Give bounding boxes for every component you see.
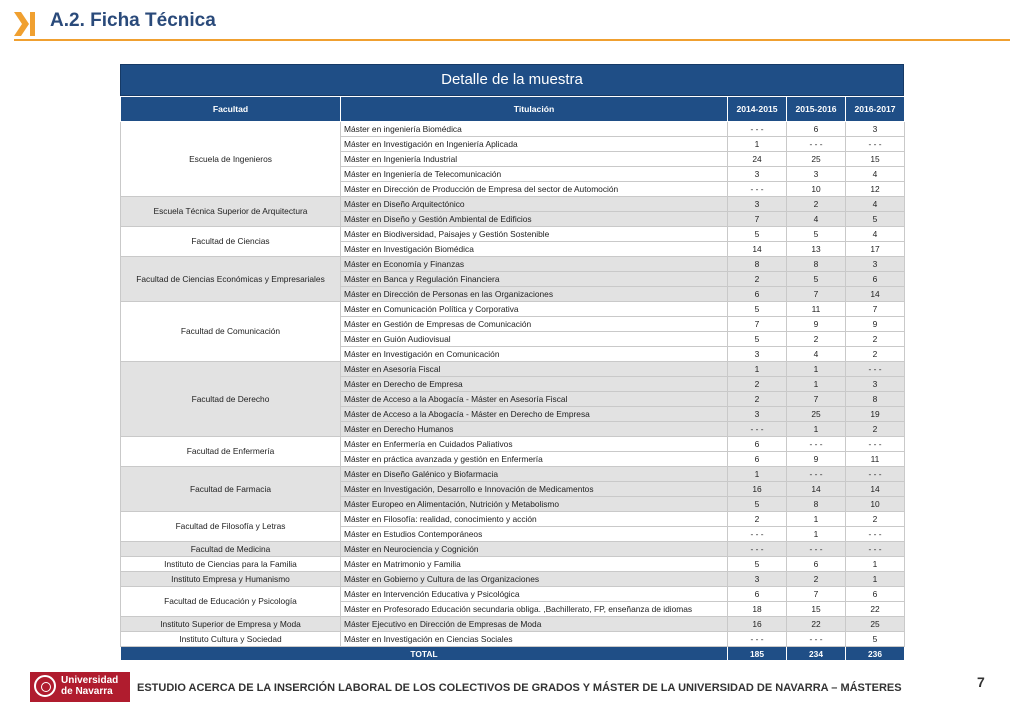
table-body [121,122,905,661]
value-cell: - - - [728,542,787,557]
value-cell: 4 [846,227,905,242]
table-row [121,302,905,317]
header-divider [14,39,1010,41]
value-cell: 3 [846,377,905,392]
value-cell: 5 [728,227,787,242]
table-row [121,467,905,482]
value-cell: 17 [846,242,905,257]
value-cell: 2 [728,392,787,407]
table-row [121,617,905,632]
value-cell: 14 [846,482,905,497]
titulacion-cell: Máster en Diseño y Gestión Ambiental de Edificios [341,212,728,227]
titulacion-cell: Máster Europeo en Alimentación, Nutrición y Metabolismo [341,497,728,512]
chevron-right-icon [14,12,36,36]
titulacion-cell: Máster en Ingeniería Industrial [341,152,728,167]
titulacion-cell: Máster en Guión Audiovisual [341,332,728,347]
logo-line-1: Universidad [61,675,119,686]
facultad-cell: Facultad de Ciencias [121,227,341,257]
footer-study-title: ESTUDIO ACERCA DE LA INSERCIÓN LABORAL DE LOS COLECTIVOS DE GRADOS Y MÁSTER DE LA UNIVERSIDAD DE NAVARRA – MÁSTERES [137,682,902,694]
value-cell: 18 [728,602,787,617]
facultad-cell: Instituto Cultura y Sociedad [121,632,341,647]
titulacion-cell: Máster en Diseño Galénico y Biofarmacia [341,467,728,482]
value-cell: 5 [728,302,787,317]
total-label: TOTAL [121,647,728,661]
value-cell: 25 [787,152,846,167]
value-cell: - - - [787,542,846,557]
value-cell: 2 [787,572,846,587]
titulacion-cell: Máster Ejecutivo en Dirección de Empresas de Moda [341,617,728,632]
value-cell: 5 [787,227,846,242]
value-cell: 7 [846,302,905,317]
value-cell: - - - [728,632,787,647]
value-cell: 4 [846,197,905,212]
titulacion-cell: Máster en Derecho Humanos [341,422,728,437]
value-cell: 7 [728,212,787,227]
value-cell: - - - [846,437,905,452]
value-cell: 1 [787,527,846,542]
titulacion-cell: Máster en Dirección de Personas en las Organizaciones [341,287,728,302]
value-cell: 11 [787,302,846,317]
value-cell: 2 [787,332,846,347]
table-title: Detalle de la muestra [120,64,904,96]
titulacion-cell: Máster en ingeniería Biomédica [341,122,728,137]
titulacion-cell: Máster en Investigación Biomédica [341,242,728,257]
total-value: 236 [846,647,905,661]
column-header: 2016-2017 [846,97,905,122]
total-value: 185 [728,647,787,661]
value-cell: 7 [787,587,846,602]
titulacion-cell: Máster en Biodiversidad, Paisajes y Gestión Sostenible [341,227,728,242]
facultad-cell: Facultad de Comunicación [121,302,341,362]
value-cell: 3 [728,167,787,182]
value-cell: 6 [728,437,787,452]
facultad-cell: Facultad de Medicina [121,542,341,557]
value-cell: 22 [787,617,846,632]
titulacion-cell: Máster en Economía y Finanzas [341,257,728,272]
titulacion-cell: Máster en Investigación en Comunicación [341,347,728,362]
value-cell: - - - [787,437,846,452]
value-cell: 2 [846,347,905,362]
value-cell: 1 [846,557,905,572]
value-cell: 2 [846,422,905,437]
value-cell: 14 [728,242,787,257]
value-cell: 7 [787,287,846,302]
table-row [121,572,905,587]
table-row [121,437,905,452]
titulacion-cell: Máster en Derecho de Empresa [341,377,728,392]
sample-detail-table [120,96,905,661]
table-row [121,122,905,137]
titulacion-cell: Máster en Estudios Contemporáneos [341,527,728,542]
value-cell: 3 [728,347,787,362]
titulacion-cell: Máster en Diseño Arquitectónico [341,197,728,212]
total-row [121,647,905,661]
table-row [121,587,905,602]
value-cell: 8 [728,257,787,272]
value-cell: 1 [787,362,846,377]
value-cell: 3 [787,167,846,182]
value-cell: 10 [787,182,846,197]
value-cell: 8 [787,497,846,512]
table-row [121,227,905,242]
value-cell: - - - [846,362,905,377]
value-cell: 6 [728,287,787,302]
table-header-row [121,97,905,122]
value-cell: 1 [787,422,846,437]
value-cell: 1 [787,377,846,392]
value-cell: 25 [787,407,846,422]
titulacion-cell: Máster en Profesorado Educación secundaria obliga. ,Bachillerato, FP, enseñanza de idiomas [341,602,728,617]
value-cell: - - - [787,137,846,152]
value-cell: 15 [787,602,846,617]
sample-table [120,64,904,661]
value-cell: 9 [846,317,905,332]
column-header: Facultad [121,97,341,122]
value-cell: 1 [787,512,846,527]
value-cell: 2 [846,512,905,527]
value-cell: 25 [846,617,905,632]
value-cell: 3 [846,122,905,137]
value-cell: 3 [728,197,787,212]
value-cell: 8 [846,392,905,407]
value-cell: - - - [728,122,787,137]
value-cell: 5 [728,497,787,512]
column-header: 2014-2015 [728,97,787,122]
value-cell: 6 [728,452,787,467]
titulacion-cell: Máster en Neurociencia y Cognición [341,542,728,557]
titulacion-cell: Máster de Acceso a la Abogacía - Máster en Asesoría Fiscal [341,392,728,407]
value-cell: 16 [728,617,787,632]
value-cell: - - - [728,422,787,437]
value-cell: 6 [728,587,787,602]
value-cell: 3 [846,257,905,272]
facultad-cell: Facultad de Ciencias Económicas y Empresariales [121,257,341,302]
value-cell: 12 [846,182,905,197]
facultad-cell: Instituto de Ciencias para la Familia [121,557,341,572]
table-row [121,257,905,272]
value-cell: 5 [728,332,787,347]
titulacion-cell: Máster en Comunicación Política y Corporativa [341,302,728,317]
value-cell: - - - [846,527,905,542]
table-row [121,512,905,527]
value-cell: 4 [787,347,846,362]
titulacion-cell: Máster en Banca y Regulación Financiera [341,272,728,287]
facultad-cell: Escuela Técnica Superior de Arquitectura [121,197,341,227]
value-cell: 6 [846,272,905,287]
titulacion-cell: Máster en Intervención Educativa y Psicológica [341,587,728,602]
value-cell: 10 [846,497,905,512]
table-row [121,542,905,557]
value-cell: 16 [728,482,787,497]
value-cell: 5 [846,632,905,647]
value-cell: - - - [728,182,787,197]
value-cell: 1 [728,467,787,482]
value-cell: 2 [787,197,846,212]
facultad-cell: Facultad de Educación y Psicología [121,587,341,617]
table-row [121,557,905,572]
value-cell: 4 [787,212,846,227]
titulacion-cell: Máster en Ingeniería de Telecomunicación [341,167,728,182]
titulacion-cell: Máster en Filosofía: realidad, conocimiento y acción [341,512,728,527]
value-cell: 5 [787,272,846,287]
titulacion-cell: Máster en Dirección de Producción de Empresa del sector de Automoción [341,182,728,197]
total-value: 234 [787,647,846,661]
titulacion-cell: Máster de Acceso a la Abogacía - Máster en Derecho de Empresa [341,407,728,422]
titulacion-cell: Máster en Gobierno y Cultura de las Organizaciones [341,572,728,587]
value-cell: 4 [846,167,905,182]
university-seal-icon [34,675,56,697]
value-cell: 1 [728,137,787,152]
value-cell: 24 [728,152,787,167]
titulacion-cell: Máster en Asesoría Fiscal [341,362,728,377]
titulacion-cell: Máster en Investigación, Desarrollo e Innovación de Medicamentos [341,482,728,497]
table-row [121,632,905,647]
value-cell: 15 [846,152,905,167]
value-cell: - - - [787,632,846,647]
value-cell: - - - [728,527,787,542]
value-cell: 6 [846,587,905,602]
value-cell: 7 [728,317,787,332]
value-cell: 1 [728,362,787,377]
value-cell: - - - [787,467,846,482]
titulacion-cell: Máster en práctica avanzada y gestión en Enfermería [341,452,728,467]
column-header: 2015-2016 [787,97,846,122]
table-row [121,362,905,377]
column-header: Titulación [341,97,728,122]
value-cell: 13 [787,242,846,257]
value-cell: - - - [846,542,905,557]
facultad-cell: Escuela de Ingenieros [121,122,341,197]
value-cell: - - - [846,137,905,152]
value-cell: 5 [728,557,787,572]
facultad-cell: Facultad de Derecho [121,362,341,437]
value-cell: 8 [787,257,846,272]
page-number: 7 [977,674,985,690]
titulacion-cell: Máster en Enfermería en Cuidados Paliativos [341,437,728,452]
value-cell: 2 [846,332,905,347]
facultad-cell: Facultad de Filosofía y Letras [121,512,341,542]
titulacion-cell: Máster en Investigación en Ingeniería Aplicada [341,137,728,152]
value-cell: 11 [846,452,905,467]
value-cell: 6 [787,557,846,572]
value-cell: 9 [787,452,846,467]
value-cell: 9 [787,317,846,332]
page-title: A.2. Ficha Técnica [50,10,216,31]
facultad-cell: Instituto Empresa y Humanismo [121,572,341,587]
titulacion-cell: Máster en Matrimonio y Familia [341,557,728,572]
value-cell: 1 [846,572,905,587]
value-cell: 14 [846,287,905,302]
value-cell: 7 [787,392,846,407]
logo-line-2: de Navarra [61,686,113,697]
titulacion-cell: Máster en Gestión de Empresas de Comunicación [341,317,728,332]
value-cell: 2 [728,512,787,527]
titulacion-cell: Máster en Investigación en Ciencias Sociales [341,632,728,647]
facultad-cell: Facultad de Enfermería [121,437,341,467]
value-cell: 2 [728,377,787,392]
value-cell: 3 [728,572,787,587]
value-cell: 5 [846,212,905,227]
facultad-cell: Facultad de Farmacia [121,467,341,512]
value-cell: 2 [728,272,787,287]
value-cell: 6 [787,122,846,137]
university-logo [30,672,130,702]
value-cell: 3 [728,407,787,422]
table-row [121,197,905,212]
value-cell: - - - [846,467,905,482]
value-cell: 19 [846,407,905,422]
value-cell: 14 [787,482,846,497]
facultad-cell: Instituto Superior de Empresa y Moda [121,617,341,632]
value-cell: 22 [846,602,905,617]
